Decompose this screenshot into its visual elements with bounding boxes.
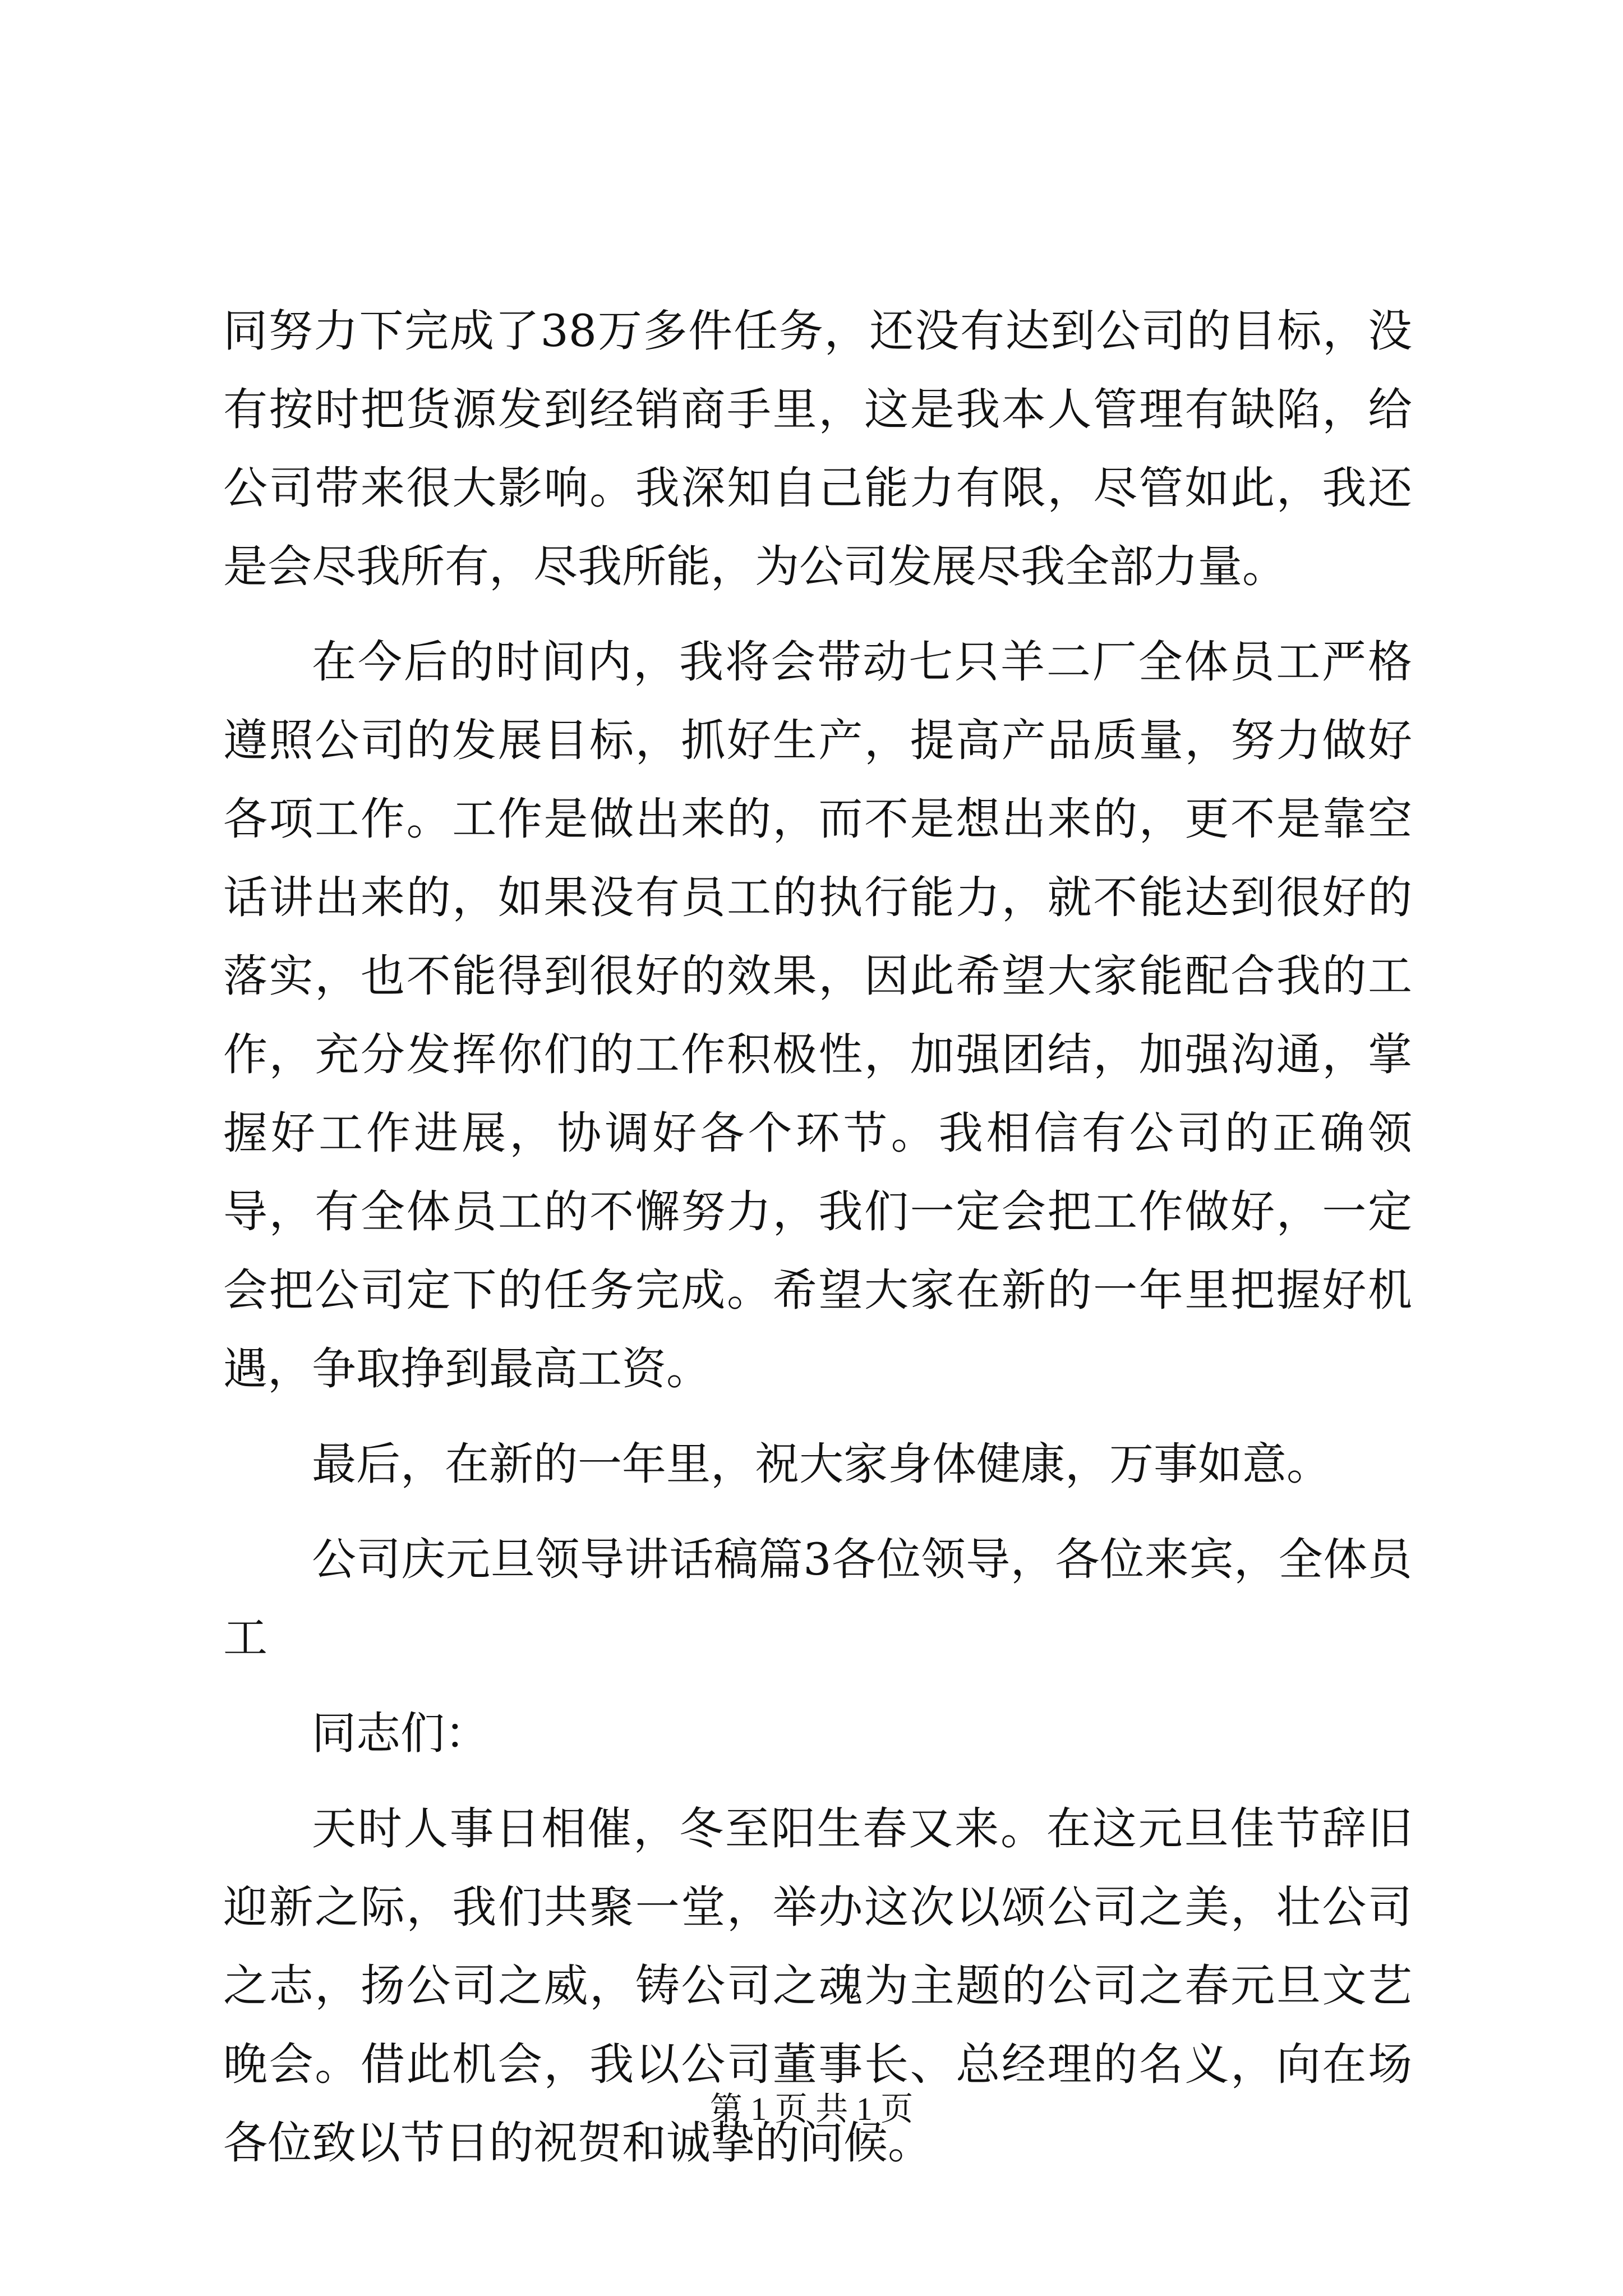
page-number-footer: 第 1 页 共 1 页 bbox=[709, 2091, 914, 2127]
paragraph-continuation: 同努力下完成了38万多件任务，还没有达到公司的目标，没有按时把货源发到经销商手里，这是我本人管理有缺陷，给公司带来很大影响。我深知自己能力有限，尽管如此，我还是会尽我所有，尽我所能，为公司发展尽我全部力量。 bbox=[223, 305, 1412, 592]
paragraph-speech-title: 公司庆元旦领导讲话稿篇3各位领导，各位来宾，全体员工 bbox=[223, 1534, 1412, 1664]
paragraph-new-year-greeting: 天时人事日相催，冬至阳生春又来。在这元旦佳节辞旧迎新之际，我们共聚一堂，举办这次以颂公司之美，壮公司之志，扬公司之威，铸公司之魂为主题的公司之春元旦文艺晚会。借此机会，我以公司董事长、总经理的名义，向在场各位致以节日的祝贺和诚挚的问候。 bbox=[223, 1803, 1412, 2169]
paragraph-closing-wishes: 最后，在新的一年里，祝大家身体健康，万事如意。 bbox=[312, 1438, 1331, 1490]
document-body bbox=[223, 292, 1412, 2199]
paragraph-future-plans: 在今后的时间内，我将会带动七只羊二厂全体员工严格遵照公司的发展目标，抓好生产，提高产品质量，努力做好各项工作。工作是做出来的，而不是想出来的，更不是靠空话讲出来的，如果没有员工的执行能力，就不能达到很好的落实，也不能得到很好的效果，因此希望大家能配合我的工作，充分发挥你们的工作积极性，加强团结，加强沟通，掌握好工作进展，协调好各个环节。我相信有公司的正确领导，有全体员工的不懈努力，我们一定会把工作做好，一定会把公司定下的任务完成。希望大家在新的一年里把握好机遇，争取挣到最高工资。 bbox=[223, 636, 1412, 1395]
paragraph-salutation: 同志们： bbox=[312, 1708, 489, 1759]
